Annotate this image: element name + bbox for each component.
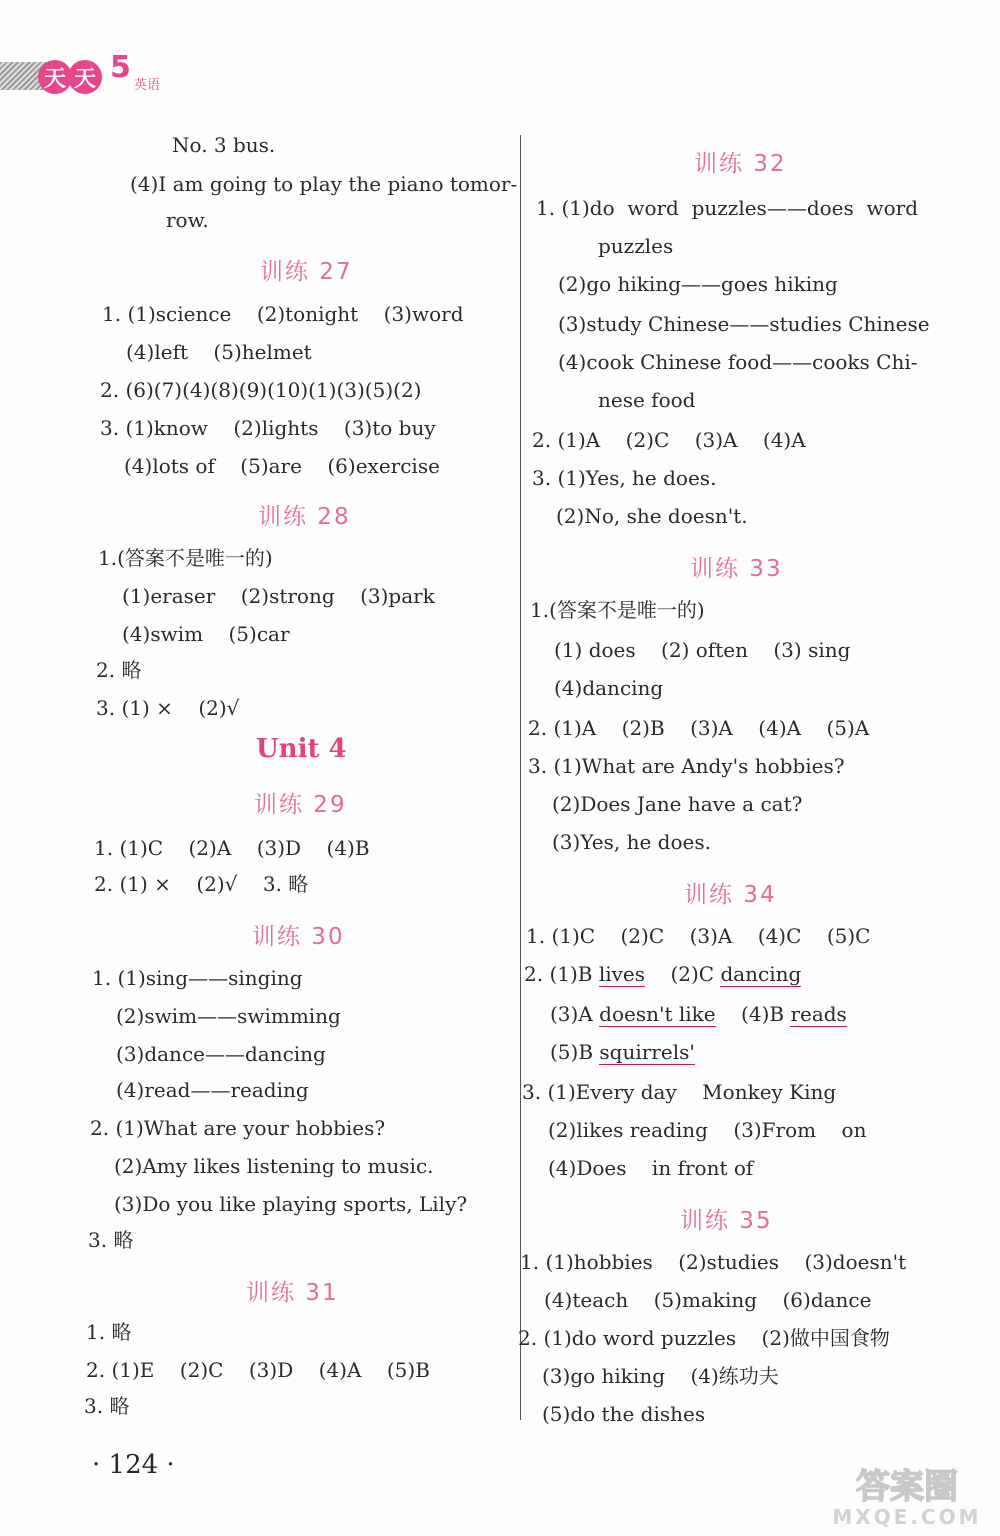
answer-line: puzzles xyxy=(598,234,674,258)
answer-line: (2)Does Jane have a cat? xyxy=(552,792,803,816)
logo-subject: 英语 xyxy=(134,78,161,93)
column-divider xyxy=(520,135,521,1420)
section-heading: 训练 28 xyxy=(258,504,351,530)
answer-line: (4)read——reading xyxy=(116,1078,309,1102)
answer-line: (2)likes reading (3)From on xyxy=(548,1118,867,1142)
answer-line: (4)dancing xyxy=(554,676,664,700)
answer-line: No. 3 bus. xyxy=(172,133,276,157)
answer-line: (3)Yes, he does. xyxy=(552,830,711,854)
page-number: · 124 · xyxy=(92,1450,175,1480)
answer-line: (5)do the dishes xyxy=(542,1402,706,1426)
answer-line: (1)eraser (2)strong (3)park xyxy=(122,584,435,608)
answer-line: 2. 略 xyxy=(96,658,142,682)
logo-circle-2: 天 xyxy=(68,60,102,94)
answer-line: 1. (1)C (2)C (3)A (4)C (5)C xyxy=(526,924,871,948)
answer-line: (4)lots of (5)are (6)exercise xyxy=(124,454,440,478)
section-heading: 训练 27 xyxy=(260,259,353,285)
answer-line: 3. (1)What are Andy's hobbies? xyxy=(528,754,845,778)
unit-heading: Unit 4 xyxy=(256,734,347,764)
watermark-line-2: MXQE.COM xyxy=(832,1505,982,1529)
answer-line-underlined xyxy=(524,962,801,986)
answer-line: row. xyxy=(166,208,209,232)
answer-line: 2. (1)do word puzzles (2)做中国食物 xyxy=(518,1326,890,1350)
answer-line: (1) does (2) often (3) sing xyxy=(554,638,851,662)
answer-line: 1. (1)hobbies (2)studies (3)doesn't xyxy=(520,1250,907,1274)
answer-line: 2. (1)A (2)B (3)A (4)A (5)A xyxy=(528,716,870,740)
answer-line: 3. 略 xyxy=(84,1394,130,1418)
answer-line: (4)swim (5)car xyxy=(122,622,290,646)
answer-line: 3. (1) × (2)√ xyxy=(96,696,240,720)
answer-line: (3)Do you like playing sports, Lily? xyxy=(114,1192,468,1216)
answer-prefix: (3)A xyxy=(550,1002,600,1026)
answer-prefix: (5)B xyxy=(550,1040,600,1064)
underlined-answer: doesn't like xyxy=(599,1002,716,1026)
answer-line: 2. (1) × (2)√ 3. 略 xyxy=(94,872,309,896)
answer-line: (4)left (5)helmet xyxy=(126,340,312,364)
answer-line: 3. (1)know (2)lights (3)to buy xyxy=(100,416,436,440)
answer-line: 1.(答案不是唯一的) xyxy=(530,598,705,622)
answer-line: (2)go hiking——goes hiking xyxy=(558,272,838,296)
answer-line: (2)Amy likes listening to music. xyxy=(114,1154,434,1178)
logo-circle-1: 天 xyxy=(38,60,72,94)
answer-line: 3. (1)Every day Monkey King xyxy=(522,1080,837,1104)
section-heading: 训练 33 xyxy=(690,556,783,582)
answer-middle: (4)B xyxy=(715,1002,791,1026)
answer-line: 1. 略 xyxy=(86,1320,132,1344)
answer-line: nese food xyxy=(598,388,696,412)
section-heading: 训练 32 xyxy=(694,151,787,177)
answer-line: (2)swim——swimming xyxy=(116,1004,341,1028)
answer-line: 1. (1)science (2)tonight (3)word xyxy=(102,302,464,326)
answer-line: 1.(答案不是唯一的) xyxy=(98,546,273,570)
answer-line-underlined xyxy=(550,1040,695,1064)
watermark-logo xyxy=(822,1464,992,1530)
answer-line: (2)No, she doesn't. xyxy=(556,504,748,528)
underlined-answer: dancing xyxy=(720,962,802,986)
answer-line: 3. (1)Yes, he does. xyxy=(532,466,717,490)
answer-line: (4)teach (5)making (6)dance xyxy=(544,1288,872,1312)
underlined-answer: lives xyxy=(598,962,646,986)
answer-line: (4)I am going to play the piano tomor- xyxy=(130,172,518,196)
answer-line: 2. (6)(7)(4)(8)(9)(10)(1)(3)(5)(2) xyxy=(100,378,422,402)
answer-middle: (2)C xyxy=(645,962,721,986)
answer-line: 1. (1)sing——singing xyxy=(92,966,303,990)
watermark-line-1: 答案圈 xyxy=(856,1467,958,1507)
answer-line: (4)cook Chinese food——cooks Chi- xyxy=(558,350,918,374)
answer-line: 3. 略 xyxy=(88,1228,134,1252)
answer-line: 2. (1)A (2)C (3)A (4)A xyxy=(532,428,806,452)
section-heading: 训练 35 xyxy=(680,1208,773,1234)
answer-line: 2. (1)What are your hobbies? xyxy=(90,1116,386,1140)
answer-line: 1. (1)do word puzzles——does word xyxy=(536,196,919,220)
answer-prefix: 2. (1)B xyxy=(524,962,599,986)
section-heading: 训练 30 xyxy=(252,924,345,950)
section-heading: 训练 29 xyxy=(254,792,347,818)
underlined-answer: squirrels' xyxy=(599,1040,695,1064)
underlined-answer: reads xyxy=(790,1002,847,1026)
answer-line: (4)Does in front of xyxy=(548,1156,754,1180)
answer-line: (3)dance——dancing xyxy=(116,1042,326,1066)
answer-line: (3)study Chinese——studies Chinese xyxy=(558,312,930,336)
section-heading: 训练 31 xyxy=(246,1280,339,1306)
answer-line: 2. (1)E (2)C (3)D (4)A (5)B xyxy=(86,1358,430,1382)
answer-line: 1. (1)C (2)A (3)D (4)B xyxy=(94,836,370,860)
logo-grade: 5 xyxy=(110,50,131,85)
brand-logo xyxy=(0,52,200,102)
section-heading: 训练 34 xyxy=(684,882,777,908)
answer-line: (3)go hiking (4)练功夫 xyxy=(542,1364,779,1388)
answer-line-underlined xyxy=(550,1002,847,1026)
